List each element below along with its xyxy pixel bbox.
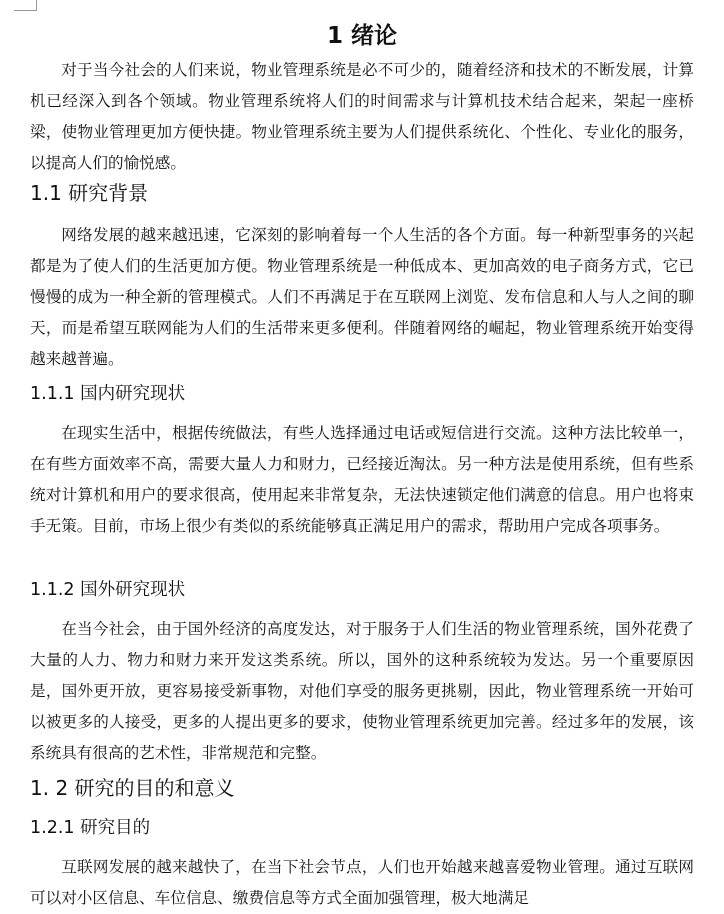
- chapter-title: 1 绪论: [326, 23, 397, 50]
- section-heading-purpose-significance: 1. 2 研究的目的和意义: [30, 776, 235, 800]
- research-objective-paragraph: 互联网发展的越来越快了，在当下社会节点，人们也开始越来越喜爱物业管理。通过互联网可以对小区信息、车位信息、缴费信息等方式全面加强管理，极大地满足: [30, 858, 694, 907]
- subsection-heading-foreign-status: 1.1.2 国外研究现状: [30, 580, 186, 600]
- foreign-status-paragraph: 在当今社会，由于国外经济的高度发达，对于服务于人们生活的物业管理系统，国外花费了大量的人力、物力和财力来开发这类系统。所以，国外的这种系统较为发达。另一个重要原因是，国外更开放，更容易接受新事物，对他们享受的服务更挑剔，因此，物业管理系统一开始可以被更多的人接受，更多的人提出更多的要求，使物业管理系统更加完善。经过多年的发展，该系统具有很高的艺术性，非常规范和完整。: [30, 620, 694, 762]
- subsection-heading-research-objective: 1.2.1 研究目的: [30, 818, 151, 838]
- section-heading-research-background: 1.1 研究背景: [30, 181, 149, 205]
- chapter-intro-paragraph: 对于当今社会的人们来说，物业管理系统是必不可少的，随着经济和技术的不断发展，计算机已经深入到各个领域。物业管理系统将人们的时间需求与计算机技术结合起来，架起一座桥梁，使物业管理更加方便快捷。物业管理系统主要为人们提供系统化、个性化、专业化的服务，以提高人们的愉悦感。: [30, 61, 694, 172]
- page-corner-mark: [14, 0, 37, 11]
- research-background-paragraph: 网络发展的越来越迅速，它深刻的影响着每一个人生活的各个方面。每一种新型事务的兴起都是为了使人们的生活更加方便。物业管理系统是一种低成本、更加高效的电子商务方式，它已慢慢的成为一种全新的管理模式。人们不再满足于在互联网上浏览、发布信息和人与人之间的聊天，而是希望互联网能为人们的生活带来更多便利。伴随着网络的崛起，物业管理系统开始变得越来越普遍。: [30, 226, 694, 368]
- domestic-status-paragraph: 在现实生活中，根据传统做法，有些人选择通过电话或短信进行交流。这种方法比较单一，在有些方面效率不高，需要大量人力和财力，已经接近淘汰。另一种方法是使用系统，但有些系统对计算机和用户的要求很高，使用起来非常复杂，无法快速锁定他们满意的信息。用户也将束手无策。目前，市场上很少有类似的系统能够真正满足用户的需求，帮助用户完成各项事务。: [30, 424, 694, 535]
- subsection-heading-domestic-status: 1.1.1 国内研究现状: [30, 384, 186, 404]
